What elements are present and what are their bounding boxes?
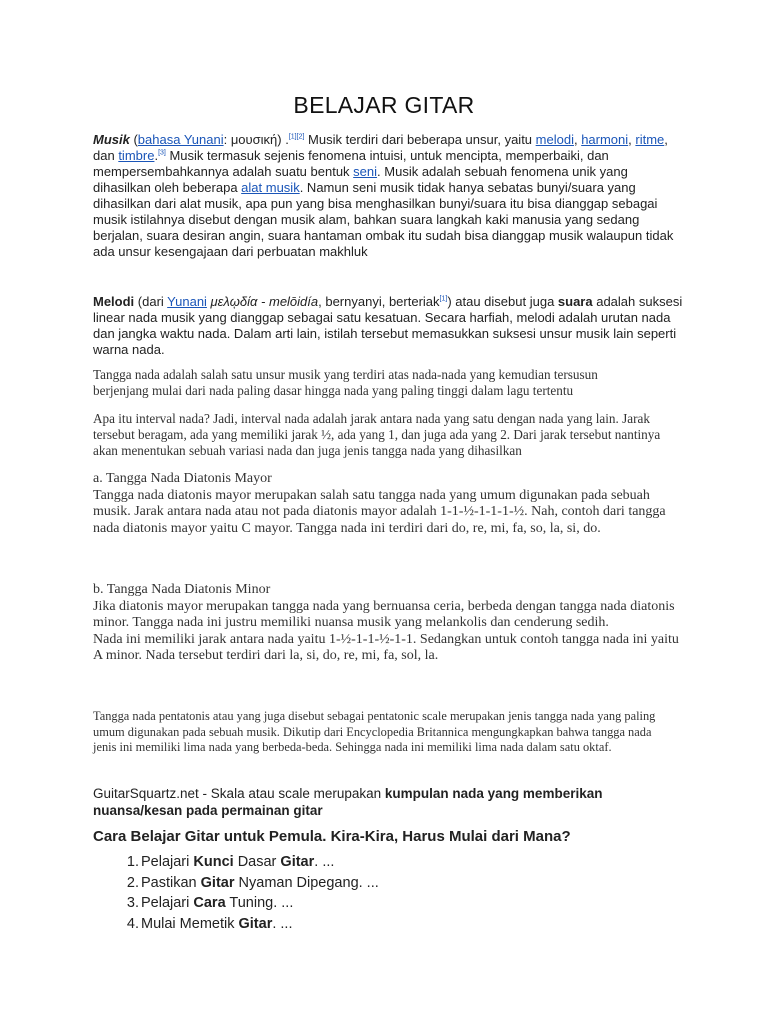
- text-span: Musik termasuk sejenis fenomena intuisi, untuk mencipta, memperbaiki, dan mempersembahkannya adalah suatu bentuk: [93, 148, 609, 179]
- mayor-section: [93, 471, 683, 537]
- text-span: ,: [573, 132, 582, 147]
- text-span: . ...: [314, 854, 335, 870]
- minor-heading: b. Tangga Nada Diatonis Minor: [93, 582, 271, 597]
- text-span: , bernyanyi, berteriak: [318, 294, 440, 309]
- text-span: . Musik adalah sebuah fenomena unik yang dihasilkan oleh beberapa: [93, 164, 628, 195]
- mayor-heading: a. Tangga Nada Diatonis Mayor: [93, 471, 272, 486]
- ref-note[interactable]: [3]: [158, 149, 166, 157]
- text-span: Pelajari: [141, 854, 194, 870]
- text-span: Musik terdiri dari beberapa unsur, yaitu: [304, 132, 536, 147]
- bold-text: Gitar: [238, 915, 273, 932]
- minor-section: [93, 582, 683, 665]
- list-number: 4.: [126, 915, 139, 932]
- bold-text: Gitar: [280, 854, 315, 870]
- steps-list: [93, 852, 379, 934]
- list-item: [93, 852, 379, 873]
- list-number: 3.: [126, 895, 139, 911]
- link-timbre[interactable]: timbre: [118, 148, 155, 163]
- greek-text: μελῳδία - melōidía: [206, 294, 319, 309]
- text-span: Mulai Memetik: [141, 915, 239, 932]
- bold-text: Gitar: [200, 874, 235, 891]
- mayor-body: Tangga nada diatonis mayor merupakan salah satu tangga nada yang umum digunakan pada sebuah musik. Jarak antara nada atau not pada diatonis mayor adalah 1-1-½-1-1-1-½. Nah, contoh dari tangga nada diatonis mayor yaitu C mayor. Tangga nada ini terdiri dari do, re, mi, fa, so, la, si, do.: [93, 487, 666, 536]
- bold-text: Cara: [193, 895, 226, 911]
- text-span: Pelajari: [141, 895, 194, 911]
- text-span: Tuning. ...: [225, 895, 294, 911]
- text-span: Dasar: [233, 854, 281, 870]
- text-span: , dan: [93, 132, 668, 163]
- link-harmoni[interactable]: harmoni: [581, 132, 629, 147]
- text-span: ,: [628, 132, 636, 147]
- list-item: [93, 873, 379, 894]
- musik-paragraph: [93, 132, 683, 260]
- text-span: GuitarSquartz.net - Skala atau scale merupakan: [93, 786, 385, 801]
- melodi-paragraph: [93, 294, 683, 358]
- link-alat-musik[interactable]: alat musik: [241, 180, 300, 195]
- bold-text: kumpulan nada yang memberikan nuansa/kesan pada permainan gitar: [93, 786, 603, 818]
- text-span: (dari: [134, 294, 168, 309]
- link-seni[interactable]: seni: [353, 164, 378, 179]
- link-yunani[interactable]: Yunani: [167, 294, 207, 309]
- text-span: . ...: [272, 915, 293, 932]
- text-span: . Namun seni musik tidak hanya sebatas bunyi/suara yang dihasilkan dari alat musik, apa pun yang bisa menghasilkan bunyi/suara itu bisa dianggap sebagai musik istilahnya disebut dengan musik alam, bahkan suara langkah kaki manusia yang sedang berjalan, suara desiran angin, suara hantaman ombak itu sudah bisa dianggap musik walaupun tidak ada unsur kesengajaan dari perbuatan makhluk: [93, 180, 674, 259]
- pentatonis-paragraph: Tangga nada pentatonis atau yang juga disebut sebagai pentatonic scale merupakan jenis tangga nada yang paling umum digunakan pada sebuah musik. Dikutip dari Encyclopedia Britannica mengungkapkan bahwa tangga nada jenis ini memiliki lima nada yang berbeda-beda. Sehingga nada ini memiliki lima nada dalam satu oktaf.: [93, 709, 656, 754]
- link-bahasa-yunani[interactable]: bahasa Yunani: [137, 132, 224, 147]
- text-span: adalah suksesi linear nada musik yang dianggap sebagai satu kesatuan. Secara harfiah, melodi adalah urutan nada dan jangka waktu nada. Dalam arti lain, istilah tersebut memasukkan suksesi unsur musik lain seperti warna nada.: [93, 294, 683, 357]
- list-item: [93, 893, 379, 914]
- text-span: ) atau disebut juga: [447, 294, 558, 309]
- text-span: (: [129, 132, 138, 147]
- link-ritme[interactable]: ritme: [635, 132, 665, 147]
- greek-text: : μουσική) .: [223, 132, 289, 147]
- guitarsquartz-paragraph: [93, 785, 653, 819]
- bold-term: suara: [557, 294, 593, 309]
- list-item: [93, 914, 379, 935]
- text-span: Nyaman Dipegang. ...: [234, 874, 379, 891]
- melodi-term: Melodi: [93, 294, 135, 309]
- minor-body-1: Jika diatonis mayor merupakan tangga nada yang bernuansa ceria, berbeda dengan tangga nada diatonis minor. Tangga nada ini justru memiliki nuansa musik yang melankolis dan cenderung sedih.: [93, 598, 675, 630]
- link-melodi[interactable]: melodi: [535, 132, 574, 147]
- list-number: 2.: [126, 874, 139, 891]
- tangga-nada-paragraph: Tangga nada adalah salah satu unsur musik yang terdiri atas nada-nada yang kemudian tersusun berjenjang mulai dari nada paling dasar hingga nada yang paling tinggi dalam lagu tertentu: [93, 367, 598, 398]
- cara-heading: Cara Belajar Gitar untuk Pemula. Kira-Kira, Harus Mulai dari Mana?: [93, 828, 571, 845]
- bold-text: Kunci: [193, 854, 234, 870]
- ref-note[interactable]: [1]: [439, 295, 448, 303]
- minor-body-2: Nada ini memiliki jarak antara nada yaitu 1-½-1-1-½-1-1. Sedangkan untuk contoh tangga nada ini yaitu A minor. Nada tersebut terdiri dari la, si, do, re, mi, fa, sol, la.: [93, 631, 679, 663]
- page-title: BELAJAR GITAR: [293, 92, 475, 118]
- text-span: Pastikan: [141, 874, 201, 891]
- list-number: 1.: [126, 854, 139, 870]
- musik-term: Musik: [93, 132, 130, 147]
- interval-paragraph: Apa itu interval nada? Jadi, interval nada adalah jarak antara nada yang satu dengan nada yang lain. Jarak tersebut beragam, ada yang memiliki jarak ½, ada yang 1, dan juga ada yang 2. Dari jarak tersebut nantinya akan menentukan sebuah variasi nada dan juga jenis tangga nada yang dihasilkan: [93, 411, 661, 458]
- text-span: .: [154, 148, 159, 163]
- ref-note[interactable]: [1][2]: [288, 133, 305, 141]
